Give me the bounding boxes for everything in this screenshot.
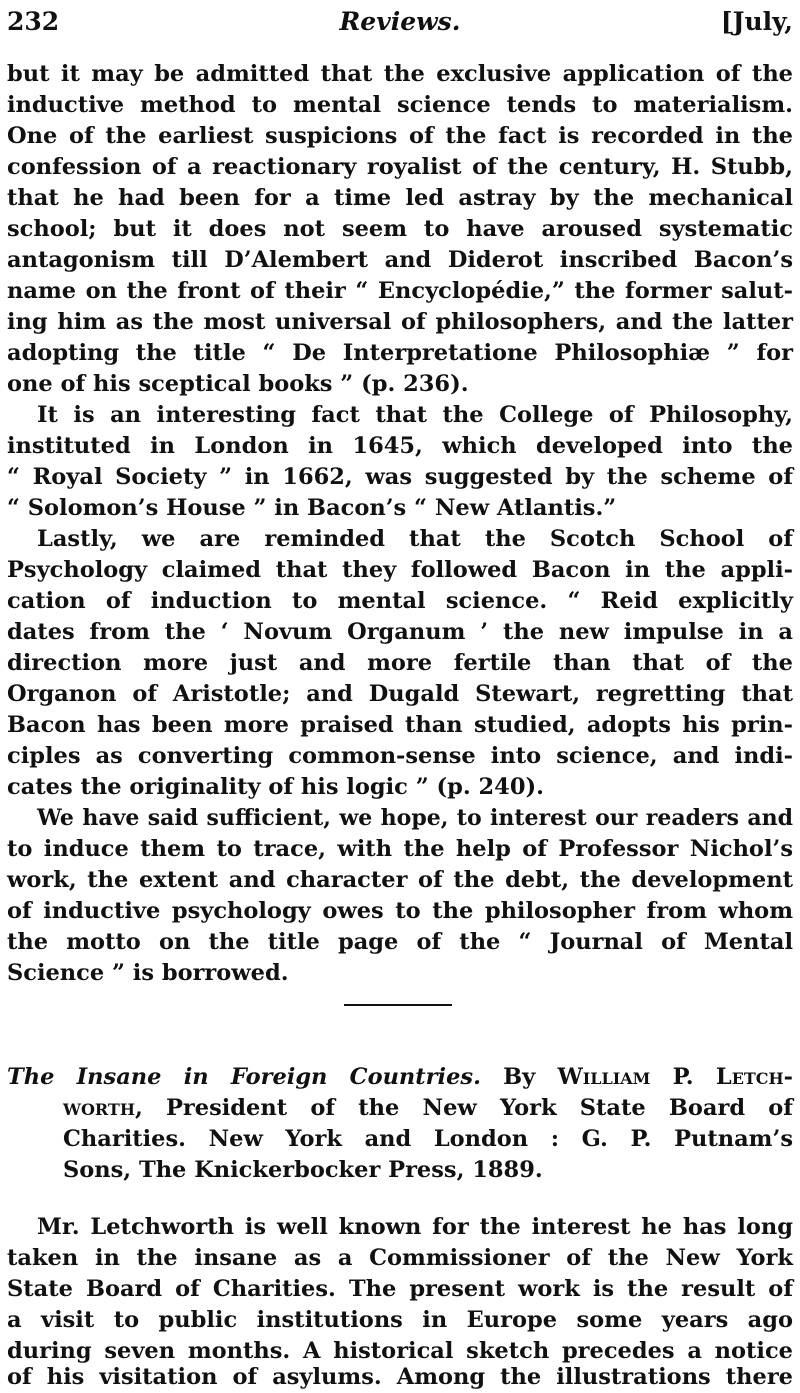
- text-line: but it may be admitted that the exclusive application of the: [7, 61, 793, 87]
- text-line: direction more just and more fertile than that of the: [7, 650, 793, 676]
- text-line: during seven months. A historical sketch precedes a notice: [7, 1338, 793, 1364]
- text-line: cates the originality of his logic ” (p. 240).: [7, 774, 544, 800]
- citation-line: Charities. New York and London : G. P. Putnam’s: [63, 1126, 793, 1152]
- text-line: State Board of Charities. The present work is the result of: [7, 1276, 793, 1302]
- issue-date: [July,: [720, 7, 793, 36]
- text-line: Science ” is borrowed.: [7, 960, 289, 986]
- text-line: dates from the ‘ Novum Organum ’ the new impulse in a: [7, 619, 793, 645]
- citation-line: [7, 1062, 793, 1093]
- text-line: We have said sufficient, we hope, to interest our readers and: [37, 805, 793, 831]
- citation-by: By: [503, 1064, 536, 1090]
- text-line: that he had been for a time led astray by the mechanical: [7, 185, 793, 211]
- text-line: Mr. Letchworth is well known for the interest he has long: [37, 1214, 793, 1240]
- author-role: President of the New York State Board of: [166, 1095, 793, 1121]
- citation-line: Sons, The Knickerbocker Press, 1889.: [63, 1157, 543, 1183]
- text-line: “ Solomon’s House ” in Bacon’s “ New Atlantis.”: [7, 495, 617, 521]
- text-line: It is an interesting fact that the College of Philosophy,: [37, 402, 793, 428]
- text-line: of his visitation of asylums. Among the illustrations there: [7, 1364, 793, 1390]
- citation-line: [63, 1093, 793, 1124]
- text-line: Psychology claimed that they followed Bacon in the appli-: [7, 557, 793, 583]
- running-header: [7, 0, 793, 44]
- section-divider: [344, 1004, 452, 1006]
- text-line: work, the extent and character of the debt, the development: [7, 867, 793, 893]
- page-number: 232: [7, 7, 60, 36]
- author-name: William P. Letch-: [557, 1064, 793, 1090]
- text-line: confession of a reactionary royalist of the century, H. Stubb,: [7, 154, 793, 180]
- text-line: antagonism till D’Alembert and Diderot inscribed Bacon’s: [7, 247, 793, 273]
- text-line: Bacon has been more praised than studied, adopts his prin-: [7, 712, 793, 738]
- text-line: “ Royal Society ” in 1662, was suggested by the scheme of: [7, 464, 793, 490]
- text-line: One of the earliest suspicions of the fact is recorded in the: [7, 123, 793, 149]
- text-line: inductive method to mental science tends to materialism.: [7, 92, 793, 118]
- text-line: Lastly, we are reminded that the Scotch School of: [37, 526, 793, 552]
- text-line: ciples as converting common-sense into science, and indi-: [7, 743, 793, 769]
- text-line: school; but it does not seem to have aroused systematic: [7, 216, 793, 242]
- text-line: name on the front of their “ Encyclopédie,” the former salut-: [7, 278, 793, 304]
- text-line: ing him as the most universal of philosophers, and the latter: [7, 309, 793, 335]
- text-line: one of his sceptical books ” (p. 236).: [7, 371, 469, 397]
- text-line: of inductive psychology owes to the philosopher from whom: [7, 898, 793, 924]
- book-title: The Insane in Foreign Countries.: [7, 1064, 481, 1090]
- text-line: to induce them to trace, with the help of Professor Nichol’s: [7, 836, 793, 862]
- text-line: instituted in London in 1645, which developed into the: [7, 433, 793, 459]
- text-line: the motto on the title page of the “ Journal of Mental: [7, 929, 793, 955]
- author-name-cont: worth,: [63, 1095, 143, 1121]
- text-line: cation of induction to mental science. “ Reid explicitly: [7, 588, 793, 614]
- text-line: Organon of Aristotle; and Dugald Stewart, regretting that: [7, 681, 793, 707]
- running-title: Reviews.: [339, 7, 461, 36]
- text-line: taken in the insane as a Commissioner of the New York: [7, 1245, 793, 1271]
- text-line: a visit to public institutions in Europe some years ago: [7, 1307, 793, 1333]
- text-line: adopting the title “ De Interpretatione Philosophiæ ” for: [7, 340, 793, 366]
